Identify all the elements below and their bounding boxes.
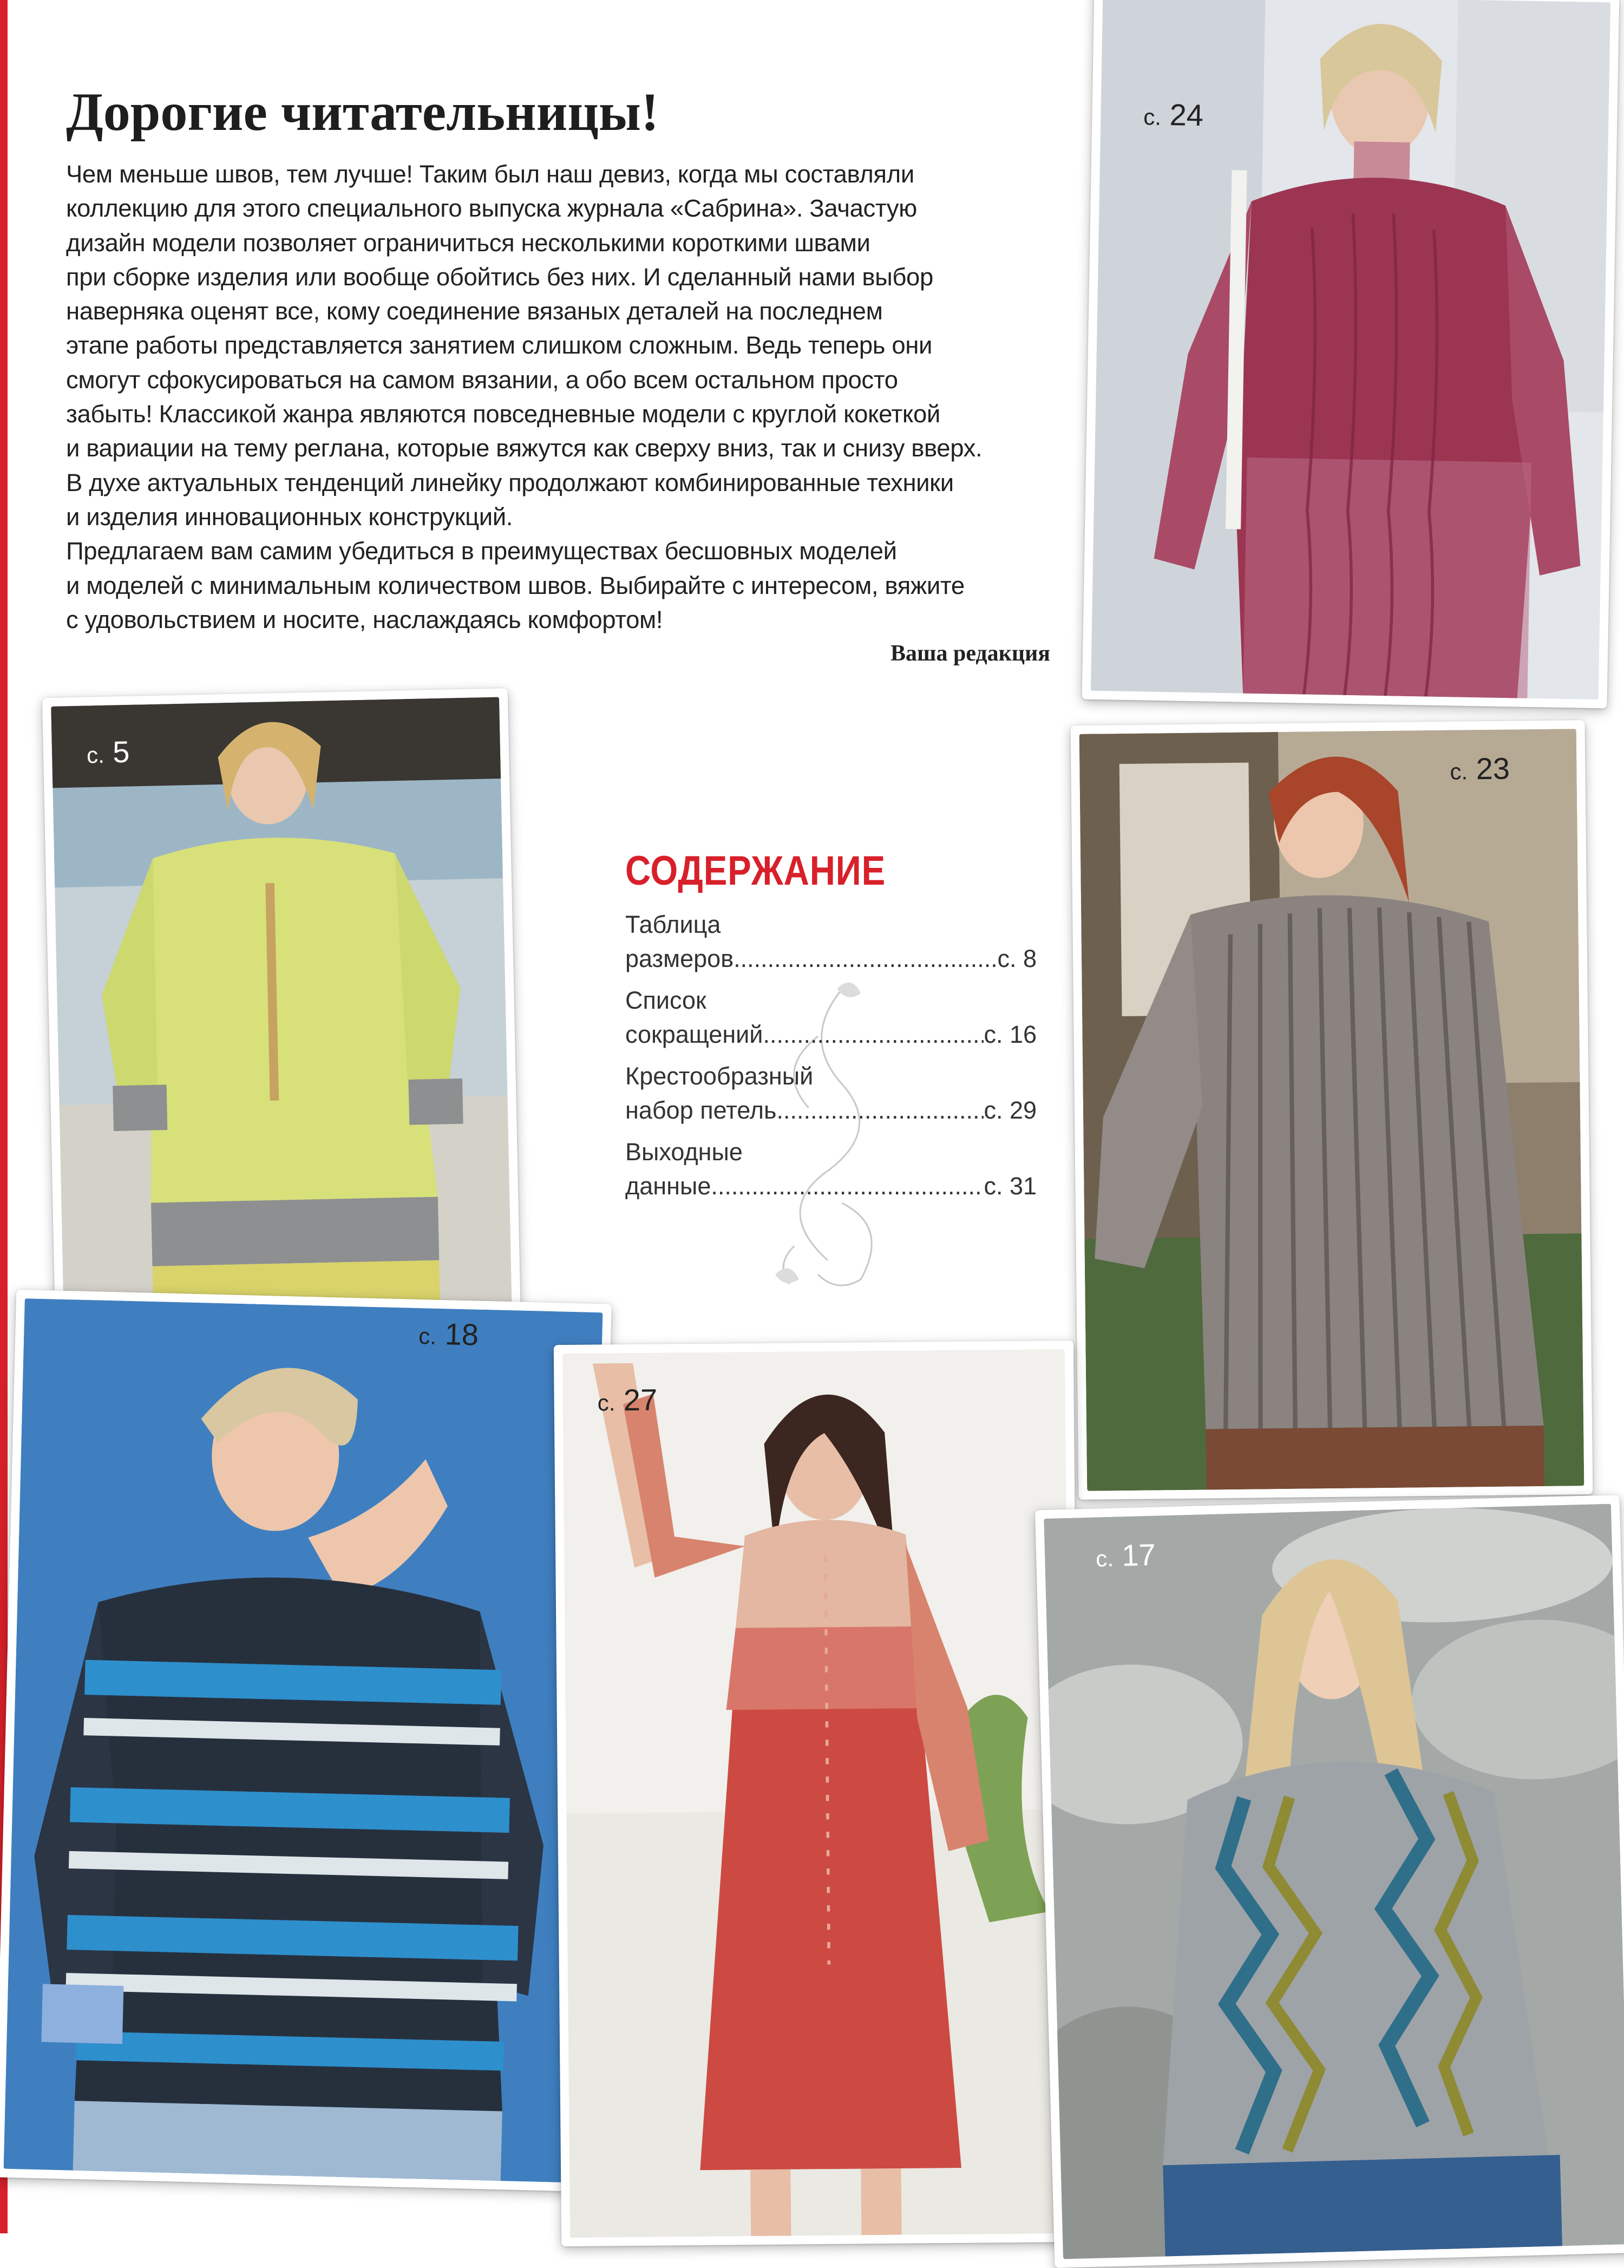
photo-page-5[interactable]	[42, 688, 521, 1331]
toc-entry-page: с. 31	[984, 1172, 1037, 1200]
greeting-text	[66, 157, 1089, 637]
toc-leader-dots	[776, 1093, 984, 1127]
table-of-contents	[625, 847, 1037, 1211]
photo-page-23[interactable]	[1071, 720, 1593, 1500]
greeting-line: и моделей с минимальным количеством швов. Выбирайте с интересом, вяжите	[66, 571, 965, 599]
greeting-title: Дорогие читательницы!	[66, 82, 659, 142]
toc-entry-title: Выходные	[625, 1138, 743, 1166]
toc-entry-title: набор петель	[625, 1096, 777, 1124]
greeting-line: В духе актуальных тенденций линейку продолжают комбинированные техники	[66, 468, 954, 496]
toc-entry-title: Крестообразный	[625, 1062, 814, 1090]
greeting-line: наверняка оценят все, кому соединение вязаных деталей на последнем	[66, 297, 883, 325]
toc-entry-page: с. 29	[984, 1096, 1037, 1124]
greeting-line: Чем меньше швов, тем лучше! Таким был наш девиз, когда мы составляли	[66, 160, 914, 188]
toc-leader-dots	[711, 1169, 984, 1203]
editorial-signature: Ваша редакция	[890, 641, 1050, 666]
photo-page-24[interactable]	[1082, 0, 1620, 708]
greeting-line: смогут сфокусироваться на самом вязании, а обо всем остальном просто	[66, 365, 898, 394]
toc-entry-title: размеров	[625, 945, 734, 972]
photo-image	[1079, 729, 1584, 1491]
toc-entry-title: Список	[625, 986, 706, 1014]
toc-entry[interactable]	[625, 907, 1037, 976]
toc-entry-page: с. 16	[984, 1021, 1037, 1048]
greeting-line: дизайн модели позволяет ограничиться несколькими короткими швами	[66, 228, 870, 257]
photo-page-27[interactable]	[554, 1341, 1081, 2246]
photo-page-18[interactable]	[0, 1290, 612, 2192]
greeting-line: при сборке изделия или вообще обойтись без них. И сделанный нами выбор	[66, 263, 933, 291]
photo-page-17[interactable]	[1035, 1495, 1624, 2268]
photo-image	[1044, 1504, 1624, 2259]
page-number-label: с. 27	[597, 1382, 658, 1417]
greeting-line: Предлагаем вам самим убедиться в преимуществах бесшовных моделей	[66, 537, 897, 565]
toc-leader-dots	[734, 942, 997, 976]
photo-image	[562, 1349, 1072, 2238]
greeting-line: и вариации на тему реглана, которые вяжутся как сверху вниз, так и снизу вверх.	[66, 434, 983, 462]
greeting-line: и изделия инновационных конструкций.	[66, 502, 513, 531]
greeting-line: этапе работы представляется занятием слишком сложным. Ведь теперь они	[66, 331, 932, 360]
greeting-line: забыть! Классикой жанра являются повседневные модели с круглой кокеткой	[66, 400, 940, 428]
toc-entry[interactable]	[625, 983, 1037, 1051]
greeting-line: коллекцию для этого специального выпуска журнала «Сабрина». Зачастую	[66, 194, 917, 223]
page-number-label: с. 5	[86, 734, 130, 769]
toc-entry-title: сокращений	[625, 1021, 763, 1048]
page-number-label: с. 18	[418, 1317, 479, 1352]
page-number-label: с. 17	[1095, 1537, 1156, 1573]
toc-entry-title: данные	[625, 1172, 711, 1200]
toc-entry[interactable]	[625, 1059, 1037, 1127]
toc-leader-dots	[763, 1017, 984, 1051]
toc-entry[interactable]	[625, 1135, 1037, 1203]
toc-entry-page: с. 8	[997, 945, 1037, 972]
photo-image	[4, 1298, 603, 2183]
page-number-label: с. 24	[1143, 97, 1204, 133]
toc-entry-title: Таблица	[625, 911, 721, 938]
photo-image	[51, 697, 512, 1322]
greeting-line: с удовольствием и носите, наслаждаясь комфортом!	[66, 605, 663, 633]
toc-title: СОДЕРЖАНИЕ	[625, 848, 886, 894]
page-number-label: с. 23	[1450, 751, 1510, 786]
